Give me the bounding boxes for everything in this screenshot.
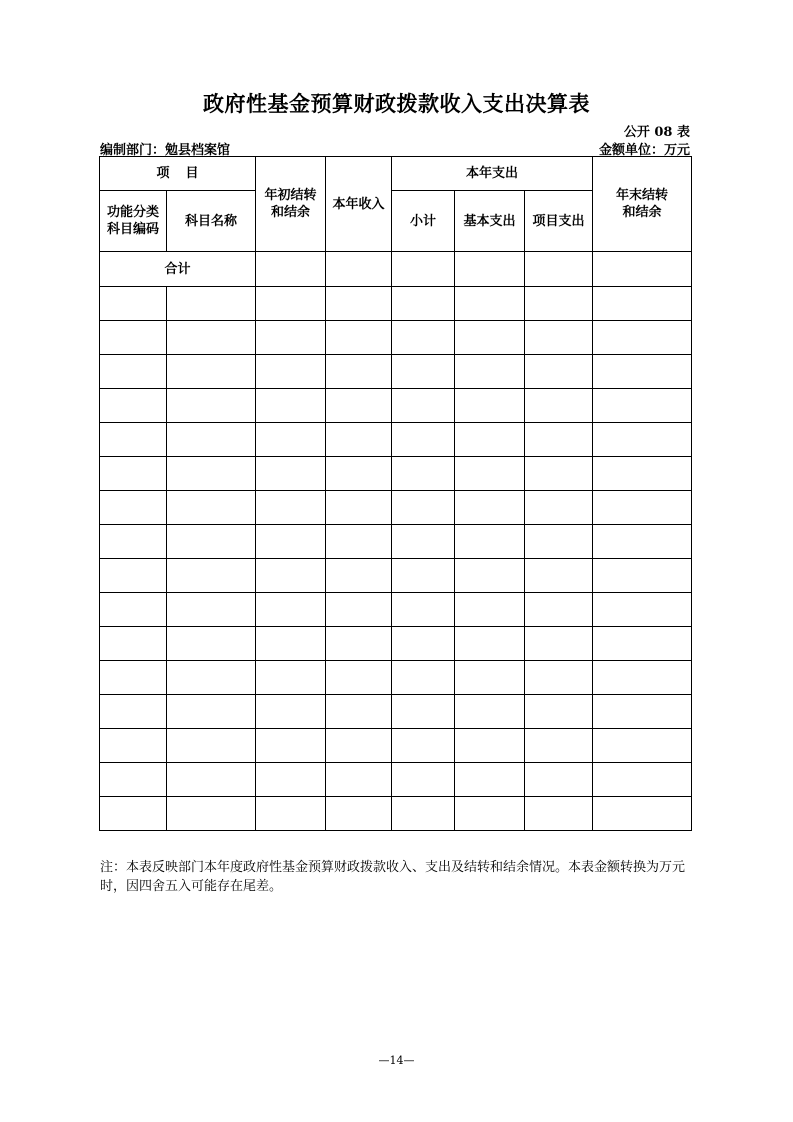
- table-row: [100, 763, 692, 797]
- table-cell: [256, 627, 326, 661]
- table-cell: [392, 627, 455, 661]
- table-cell: [100, 763, 167, 797]
- table-cell: [100, 457, 167, 491]
- table-cell: [100, 627, 167, 661]
- table-cell: [455, 423, 525, 457]
- table-cell: [167, 423, 256, 457]
- table-cell: [100, 423, 167, 457]
- table-cell: [392, 695, 455, 729]
- table-number: 公开 08 表: [623, 125, 690, 140]
- table-cell: [326, 423, 392, 457]
- header-func-code: 功能分类 科目编码: [100, 191, 167, 252]
- header-item: 项目: [100, 157, 256, 191]
- table-cell: [326, 797, 392, 831]
- table-cell: [392, 559, 455, 593]
- table-cell: [593, 389, 692, 423]
- table-cell: [326, 661, 392, 695]
- table-cell: [392, 763, 455, 797]
- table-cell: [593, 593, 692, 627]
- total-cell: [593, 252, 692, 287]
- table-cell: [100, 491, 167, 525]
- table-cell: [525, 627, 593, 661]
- table-cell: [256, 525, 326, 559]
- table-cell: [326, 525, 392, 559]
- table-cell: [256, 355, 326, 389]
- table-cell: [593, 797, 692, 831]
- page-number: —14—: [378, 1054, 415, 1067]
- table-row: [100, 695, 692, 729]
- table-cell: [525, 321, 593, 355]
- table-cell: [525, 661, 593, 695]
- table-cell: [167, 559, 256, 593]
- table-cell: [256, 559, 326, 593]
- table-cell: [100, 695, 167, 729]
- table-cell: [167, 627, 256, 661]
- table-cell: [593, 729, 692, 763]
- table-cell: [167, 729, 256, 763]
- table-cell: [167, 797, 256, 831]
- table-cell: [593, 457, 692, 491]
- table-cell: [392, 491, 455, 525]
- table-cell: [100, 797, 167, 831]
- table-cell: [326, 627, 392, 661]
- table-cell: [100, 389, 167, 423]
- table-cell: [256, 491, 326, 525]
- table-cell: [167, 457, 256, 491]
- footnote: 注：本表反映部门本年度政府性基金预算财政拨款收入、支出及结转和结余情况。本表金额转换为万元时，因四舍五入可能存在尾差。: [100, 860, 686, 894]
- header-closing-balance: 年末结转 和结余: [593, 157, 692, 252]
- department-label: 编制部门：勉县档案馆: [100, 143, 231, 158]
- table-row: [100, 287, 692, 321]
- header-opening-balance: 年初结转 和结余: [256, 157, 326, 252]
- total-cell: [392, 252, 455, 287]
- table-cell: [392, 287, 455, 321]
- table-cell: [455, 287, 525, 321]
- table-cell: [525, 593, 593, 627]
- total-label: 合计: [100, 252, 256, 287]
- table-cell: [525, 457, 593, 491]
- table-cell: [593, 287, 692, 321]
- empty-rows: [100, 287, 692, 831]
- table-cell: [593, 321, 692, 355]
- table-cell: [256, 423, 326, 457]
- table-cell: [525, 355, 593, 389]
- table-cell: [525, 763, 593, 797]
- table-cell: [392, 457, 455, 491]
- table-row: [100, 797, 692, 831]
- page-title: 政府性基金预算财政拨款收入支出决算表: [203, 92, 590, 116]
- table-cell: [525, 525, 593, 559]
- table-cell: [593, 661, 692, 695]
- table-cell: [593, 695, 692, 729]
- table-cell: [167, 763, 256, 797]
- table-row: [100, 491, 692, 525]
- header-expense: 本年支出: [392, 157, 593, 191]
- table-cell: [455, 797, 525, 831]
- table-cell: [167, 287, 256, 321]
- table-cell: [326, 389, 392, 423]
- table-cell: [455, 355, 525, 389]
- header-basic-expense: 基本支出: [455, 191, 525, 252]
- table-cell: [455, 695, 525, 729]
- table-cell: [326, 729, 392, 763]
- header-project-expense: 项目支出: [525, 191, 593, 252]
- table-cell: [392, 593, 455, 627]
- table-cell: [455, 627, 525, 661]
- table-cell: [100, 321, 167, 355]
- table-cell: [326, 457, 392, 491]
- table-cell: [256, 593, 326, 627]
- table-cell: [525, 287, 593, 321]
- table-cell: [326, 321, 392, 355]
- table-cell: [525, 559, 593, 593]
- table-cell: [167, 491, 256, 525]
- table-cell: [455, 321, 525, 355]
- table-cell: [593, 627, 692, 661]
- table-cell: [455, 491, 525, 525]
- total-cell: [525, 252, 593, 287]
- table-cell: [256, 695, 326, 729]
- header-row-1: [100, 157, 692, 191]
- table-cell: [525, 423, 593, 457]
- table-cell: [593, 763, 692, 797]
- table-cell: [167, 525, 256, 559]
- table-cell: [100, 355, 167, 389]
- table-row: [100, 423, 692, 457]
- table-cell: [167, 389, 256, 423]
- table-cell: [256, 729, 326, 763]
- table-cell: [455, 729, 525, 763]
- table-cell: [100, 559, 167, 593]
- table-cell: [525, 797, 593, 831]
- table-cell: [593, 355, 692, 389]
- table-cell: [392, 423, 455, 457]
- table-row: [100, 729, 692, 763]
- table-row: [100, 321, 692, 355]
- table-cell: [525, 695, 593, 729]
- table-row: [100, 593, 692, 627]
- unit-label: 金额单位：万元: [598, 143, 690, 158]
- table-row: [100, 355, 692, 389]
- total-cell: [455, 252, 525, 287]
- table-cell: [392, 797, 455, 831]
- table-cell: [392, 525, 455, 559]
- table-row: [100, 457, 692, 491]
- table-cell: [256, 321, 326, 355]
- table-cell: [326, 559, 392, 593]
- table-cell: [392, 355, 455, 389]
- table-cell: [256, 389, 326, 423]
- table-cell: [167, 661, 256, 695]
- table-cell: [256, 287, 326, 321]
- table-cell: [167, 355, 256, 389]
- header-income: 本年收入: [326, 157, 392, 252]
- table-cell: [455, 763, 525, 797]
- header-subject-name: 科目名称: [167, 191, 256, 252]
- table-cell: [100, 729, 167, 763]
- table-cell: [256, 763, 326, 797]
- table-cell: [455, 593, 525, 627]
- table-row: [100, 661, 692, 695]
- table-row: [100, 525, 692, 559]
- table-cell: [392, 729, 455, 763]
- total-row: [100, 252, 692, 287]
- table-cell: [167, 593, 256, 627]
- table-cell: [326, 593, 392, 627]
- table-cell: [525, 729, 593, 763]
- table-row: [100, 389, 692, 423]
- table-cell: [256, 457, 326, 491]
- table-cell: [455, 457, 525, 491]
- table-cell: [167, 695, 256, 729]
- table-cell: [326, 695, 392, 729]
- table-cell: [100, 525, 167, 559]
- table-cell: [326, 355, 392, 389]
- table-cell: [392, 321, 455, 355]
- table-cell: [455, 559, 525, 593]
- table-cell: [256, 661, 326, 695]
- budget-table: [99, 156, 692, 831]
- table-cell: [593, 559, 692, 593]
- table-cell: [100, 593, 167, 627]
- table-cell: [593, 423, 692, 457]
- table-cell: [392, 661, 455, 695]
- header-subtotal: 小计: [392, 191, 455, 252]
- table-cell: [525, 389, 593, 423]
- total-cell: [256, 252, 326, 287]
- table-cell: [455, 525, 525, 559]
- table-cell: [593, 525, 692, 559]
- table-cell: [326, 287, 392, 321]
- table-cell: [100, 287, 167, 321]
- table-cell: [167, 321, 256, 355]
- table-cell: [525, 491, 593, 525]
- total-cell: [326, 252, 392, 287]
- table-cell: [326, 491, 392, 525]
- table-cell: [455, 389, 525, 423]
- table-row: [100, 627, 692, 661]
- table-cell: [455, 661, 525, 695]
- table-cell: [593, 491, 692, 525]
- table-cell: [100, 661, 167, 695]
- table-row: [100, 559, 692, 593]
- table-cell: [326, 763, 392, 797]
- table-cell: [392, 389, 455, 423]
- table-cell: [256, 797, 326, 831]
